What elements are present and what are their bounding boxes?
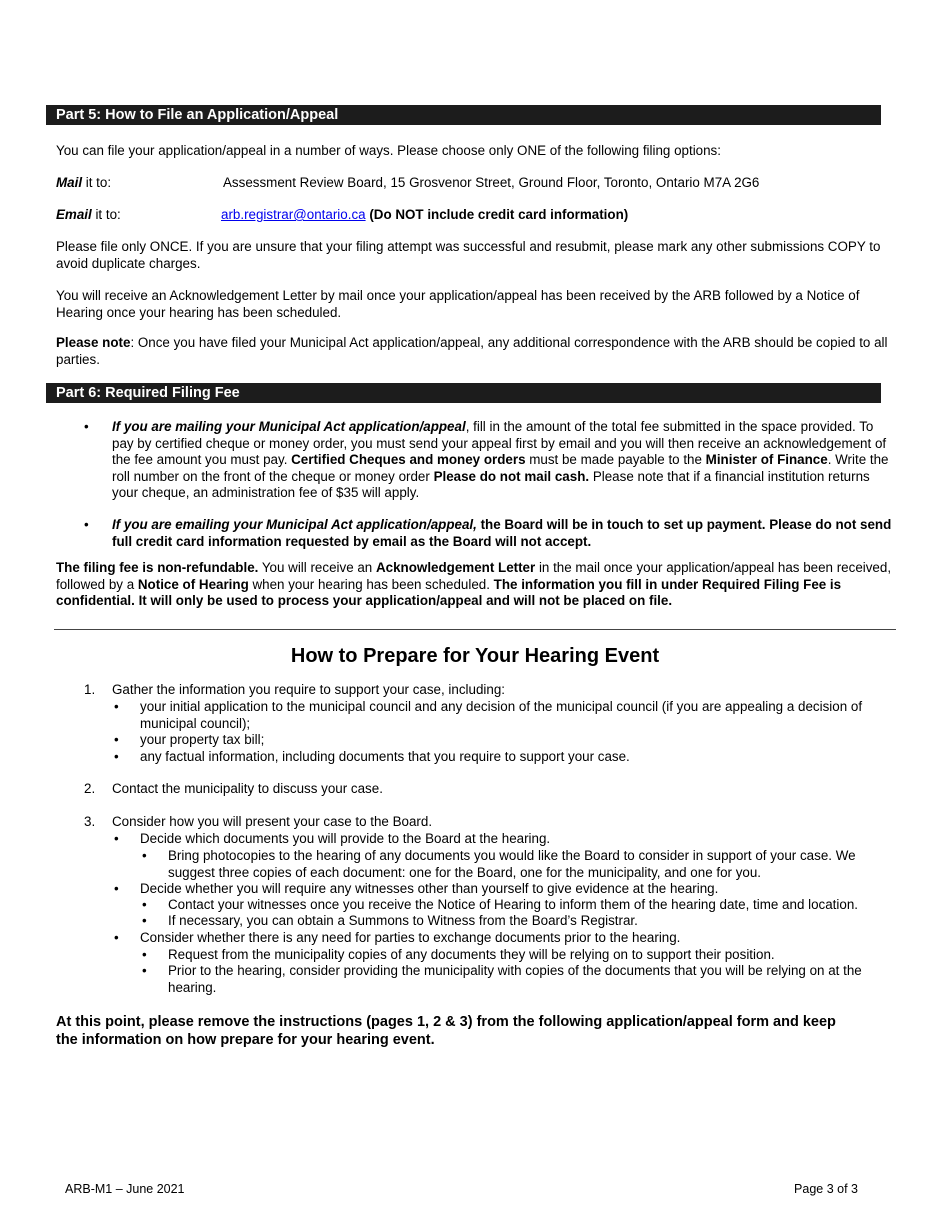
form-id: ARB-M1 – June 2021 (65, 1182, 185, 1196)
bullet: • (114, 881, 119, 896)
part6-heading: Part 6: Required Filing Fee (46, 383, 881, 403)
step-number: 1. (84, 682, 96, 697)
email-label: Email it to: (56, 207, 121, 222)
step-3-subitem: Contact your witnesses once you receive the Notice of Hearing to inform them of the hearing date, time and location. (168, 897, 858, 912)
divider (54, 629, 896, 630)
bullet: • (114, 831, 119, 846)
bullet: • (142, 897, 147, 912)
step-number: 3. (84, 814, 96, 829)
part5-intro: You can file your application/appeal in a number of ways. Please choose only ONE of the following filing options: (56, 143, 721, 158)
step-3-subitem: Bring photocopies to the hearing of any documents you would like the Board to consider in support of your case. We suggest three copies of each document: one for the Board, one for the municipality, and one for you. (168, 848, 856, 880)
bullet: • (114, 732, 119, 747)
bullet: • (114, 930, 119, 945)
bullet: • (114, 749, 119, 764)
fee-paragraph: The filing fee is non-refundable. You will receive an Acknowledgement Letter in the mail once your application/appeal has been received, followed by a Notice of Hearing when your hearing has been scheduled. The information you fill in under Required Filing Fee is confidential. It will only be used to process your application/appeal and will not be placed on file. (56, 560, 892, 608)
bullet: • (142, 963, 147, 978)
please-note: Please note: Once you have filed your Municipal Act application/appeal, any additional correspondence with the ARB should be copied to all parties. (56, 335, 888, 367)
step-2: Contact the municipality to discuss your case. (112, 781, 383, 796)
bullet: • (142, 848, 147, 863)
step-1-item: your initial application to the municipal council and any decision of the municipal council (if you are appealing a decision of municipal council); (140, 699, 863, 731)
step-3-item: Decide which documents you will provide to the Board at the hearing. (140, 831, 551, 846)
mail-address: Assessment Review Board, 15 Grosvenor Street, Ground Floor, Toronto, Ontario M7A 2G6 (223, 175, 760, 190)
step-3-subitem: If necessary, you can obtain a Summons to Witness from the Board’s Registrar. (168, 913, 638, 928)
prepare-title: How to Prepare for Your Hearing Event (290, 645, 660, 667)
file-once-text: Please file only ONCE. If you are unsure that your filing attempt was successful and resubmit, please mark any other submissions COPY to avoid duplicate charges. (56, 239, 881, 271)
bullet: • (142, 947, 147, 962)
step-3-item: Consider whether there is any need for parties to exchange documents prior to the hearing. (140, 930, 681, 945)
fee-bullet-emailing: If you are emailing your Municipal Act application/appeal, the Board will be in touch to set up payment. Please do not send full credit card information requested by email as the Board will not accept. (112, 517, 892, 549)
closing-instruction: At this point, please remove the instructions (pages 1, 2 & 3) from the following application/appeal form and keep the information on how prepare for your hearing event. (56, 1014, 836, 1048)
fee-bullet-mailing: If you are mailing your Municipal Act application/appeal, fill in the amount of the total fee submitted in the space provided. To pay by certified cheque or money order, you must send your appeal first by email and you will then receive an acknowledgement of the fee amount you must pay. Certified Cheques and money orders must be made payable to the Minister of Finance. Write the roll number on the front of the cheque or money order Please do not mail cash. Please note that if a financial institution returns your cheque, an administration fee of $35 will apply. (112, 419, 889, 500)
step-3-subitem: Request from the municipality copies of any documents they will be relying on to support their position. (168, 947, 775, 962)
step-3-item: Decide whether you will require any witnesses other than yourself to give evidence at the hearing. (140, 881, 719, 896)
step-1: Gather the information you require to support your case, including: (112, 682, 506, 697)
email-link[interactable]: arb.registrar@ontario.ca (221, 207, 366, 222)
step-3: Consider how you will present your case to the Board. (112, 814, 433, 829)
bullet: • (84, 419, 89, 434)
bullet: • (84, 517, 89, 532)
part5-heading: Part 5: How to File an Application/Appeal (46, 105, 881, 125)
step-3-subitem: Prior to the hearing, consider providing the municipality with copies of the documents that you will be relying on at the hearing. (168, 963, 862, 995)
acknowledgement-text: You will receive an Acknowledgement Letter by mail once your application/appeal has been received by the ARB followed by a Notice of Hearing once your hearing has been scheduled. (56, 288, 860, 320)
step-number: 2. (84, 781, 96, 796)
page-number: Page 3 of 3 (794, 1182, 858, 1196)
mail-label: Mail it to: (56, 175, 112, 190)
email-note: (Do NOT include credit card information) (365, 207, 629, 222)
bullet: • (114, 699, 119, 714)
email-line (221, 207, 628, 224)
step-1-item: your property tax bill; (140, 732, 265, 747)
bullet: • (142, 913, 147, 928)
step-1-item: any factual information, including documents that you require to support your case. (140, 749, 630, 764)
